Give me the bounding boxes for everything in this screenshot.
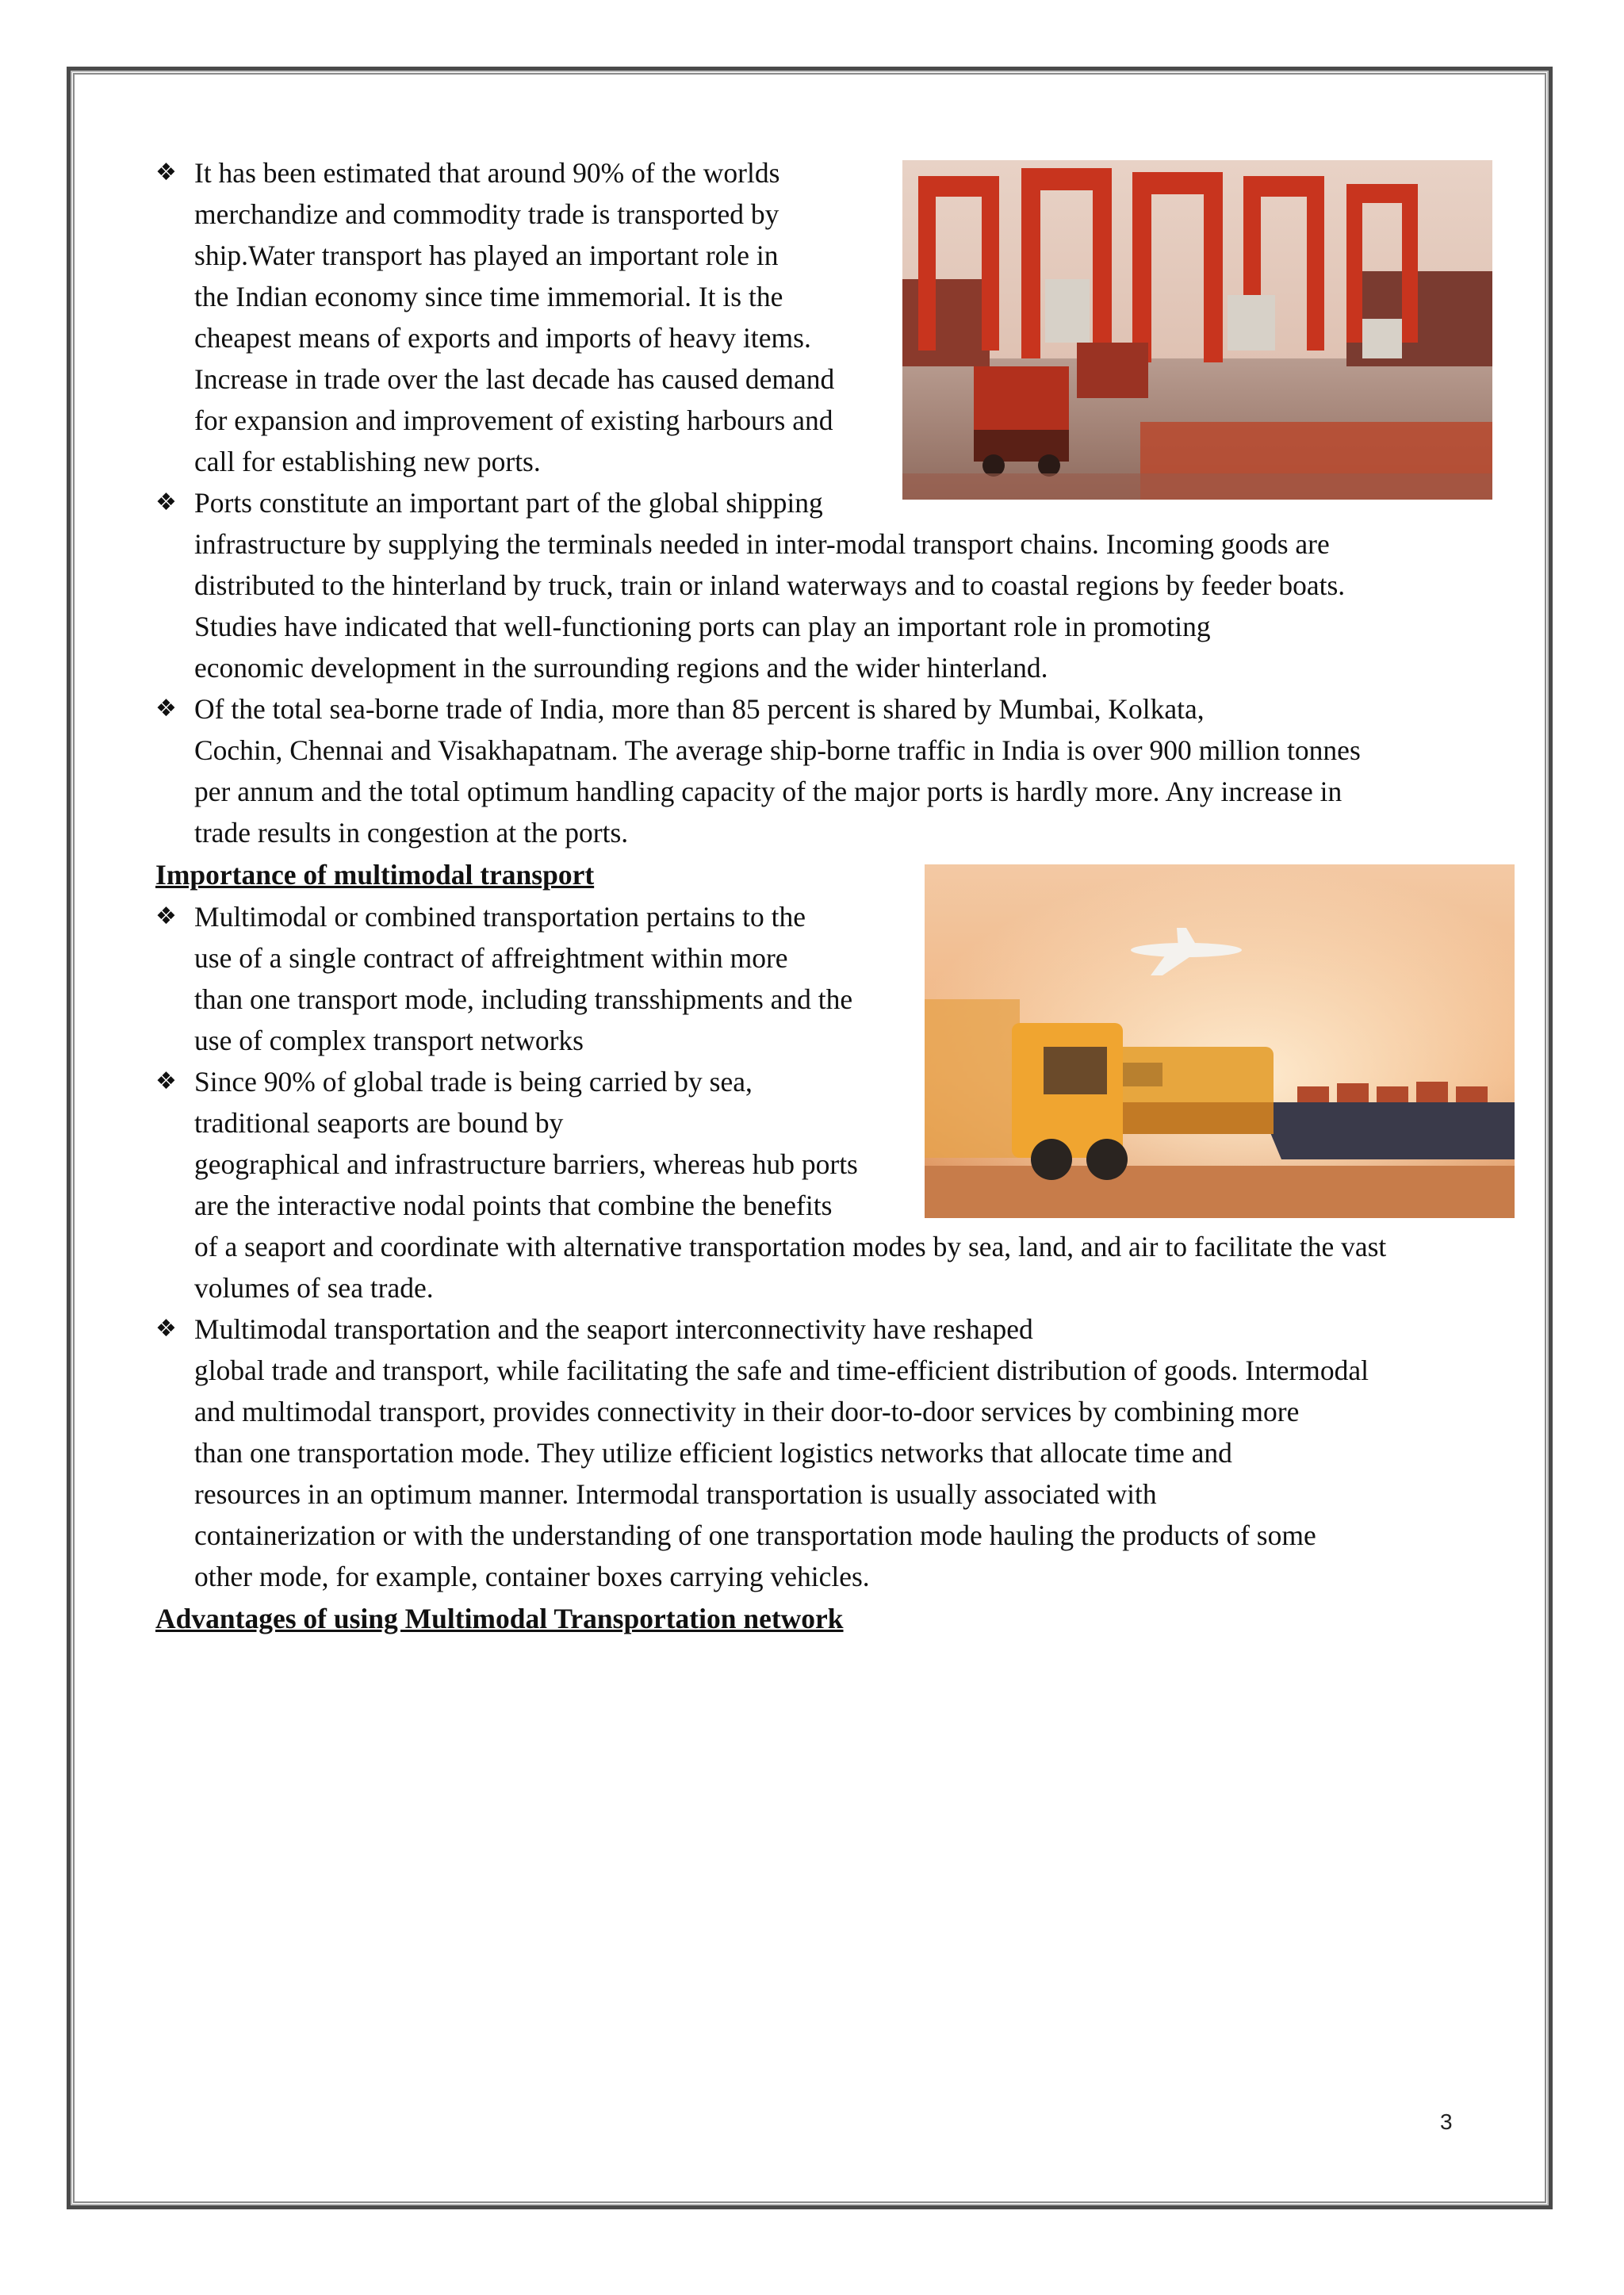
text-line: Of the total sea-borne trade of India, more than 85 percent is shared by Mumbai, Kolkata,	[194, 693, 1205, 725]
text-line: It has been estimated that around 90% of the worlds	[194, 157, 780, 189]
page-number: 3	[1440, 2109, 1453, 2134]
bullet-item	[155, 1061, 1472, 1308]
text-line: Ports constitute an important part of the global shipping	[194, 487, 823, 519]
text-line: infrastructure by supplying the terminals needed in inter-modal transport chains. Incoming goods are	[194, 528, 1330, 560]
bullet-diamond-icon: ❖	[155, 695, 177, 722]
text-line: traditional seaports are bound by	[194, 1107, 564, 1139]
page-content	[155, 152, 1472, 1640]
bullet-diamond-icon: ❖	[155, 1067, 177, 1095]
text-line: global trade and transport, while facilitating the safe and time-efficient distribution of goods. Intermodal	[194, 1354, 1369, 1386]
text-line: use of a single contract of affreightment within more	[194, 942, 788, 974]
text-line: geographical and infrastructure barriers, whereas hub ports	[194, 1148, 858, 1180]
text-line: distributed to the hinterland by truck, train or inland waterways and to coastal regions by feeder boats.	[194, 569, 1346, 601]
bullet-diamond-icon: ❖	[155, 159, 177, 186]
text-line: than one transport mode, including transshipments and the	[194, 983, 853, 1015]
bullet-item	[155, 482, 1472, 688]
text-line: merchandize and commodity trade is transported by	[194, 198, 779, 230]
text-line: for expansion and improvement of existing harbours and	[194, 404, 833, 436]
text-line: other mode, for example, container boxes carrying vehicles.	[194, 1561, 870, 1592]
text-line: containerization or with the understanding of one transportation mode hauling the products of some	[194, 1519, 1316, 1551]
bullet-diamond-icon: ❖	[155, 902, 177, 930]
bullet-item	[155, 152, 1472, 482]
text-line: the Indian economy since time immemorial. It is the	[194, 281, 783, 312]
text-line: and multimodal transport, provides connectivity in their door-to-door services by combining more	[194, 1396, 1300, 1427]
text-line: per annum and the total optimum handling capacity of the major ports is hardly more. Any increase in	[194, 776, 1342, 807]
bullet-item	[155, 1308, 1472, 1597]
bullet-diamond-icon: ❖	[155, 489, 177, 516]
text-line: use of complex transport networks	[194, 1025, 584, 1056]
text-line: Increase in trade over the last decade has caused demand	[194, 363, 835, 395]
text-line: Multimodal transportation and the seaport interconnectivity have reshaped	[194, 1313, 1033, 1345]
text-line: Studies have indicated that well-functioning ports can play an important role in promoting	[194, 611, 1211, 642]
bullet-item	[155, 688, 1472, 853]
text-line: are the interactive nodal points that combine the benefits	[194, 1190, 833, 1221]
text-line: than one transportation mode. They utilize efficient logistics networks that allocate time and	[194, 1437, 1232, 1469]
section-heading-advantages: Advantages of using Multimodal Transportation network	[155, 1603, 844, 1634]
text-line: economic development in the surrounding regions and the wider hinterland.	[194, 652, 1048, 684]
text-line: Cochin, Chennai and Visakhapatnam. The average ship-borne traffic in India is over 900 million tonnes	[194, 734, 1361, 766]
bullet-item	[155, 896, 1472, 1061]
bullet-diamond-icon: ❖	[155, 1315, 177, 1343]
text-line: cheapest means of exports and imports of heavy items.	[194, 322, 811, 354]
text-line: ship.Water transport has played an important role in	[194, 239, 779, 271]
text-line: of a seaport and coordinate with alternative transportation modes by sea, land, and air to facilitate the vast	[194, 1231, 1387, 1262]
text-line: call for establishing new ports.	[194, 446, 541, 477]
text-line: Multimodal or combined transportation pertains to the	[194, 901, 806, 933]
text-line: volumes of sea trade.	[194, 1272, 434, 1304]
text-line: trade results in congestion at the ports.	[194, 817, 629, 849]
text-line: Since 90% of global trade is being carried by sea,	[194, 1066, 753, 1098]
text-line: resources in an optimum manner. Intermodal transportation is usually associated with	[194, 1478, 1157, 1510]
section-heading-importance: Importance of multimodal transport	[155, 859, 595, 891]
